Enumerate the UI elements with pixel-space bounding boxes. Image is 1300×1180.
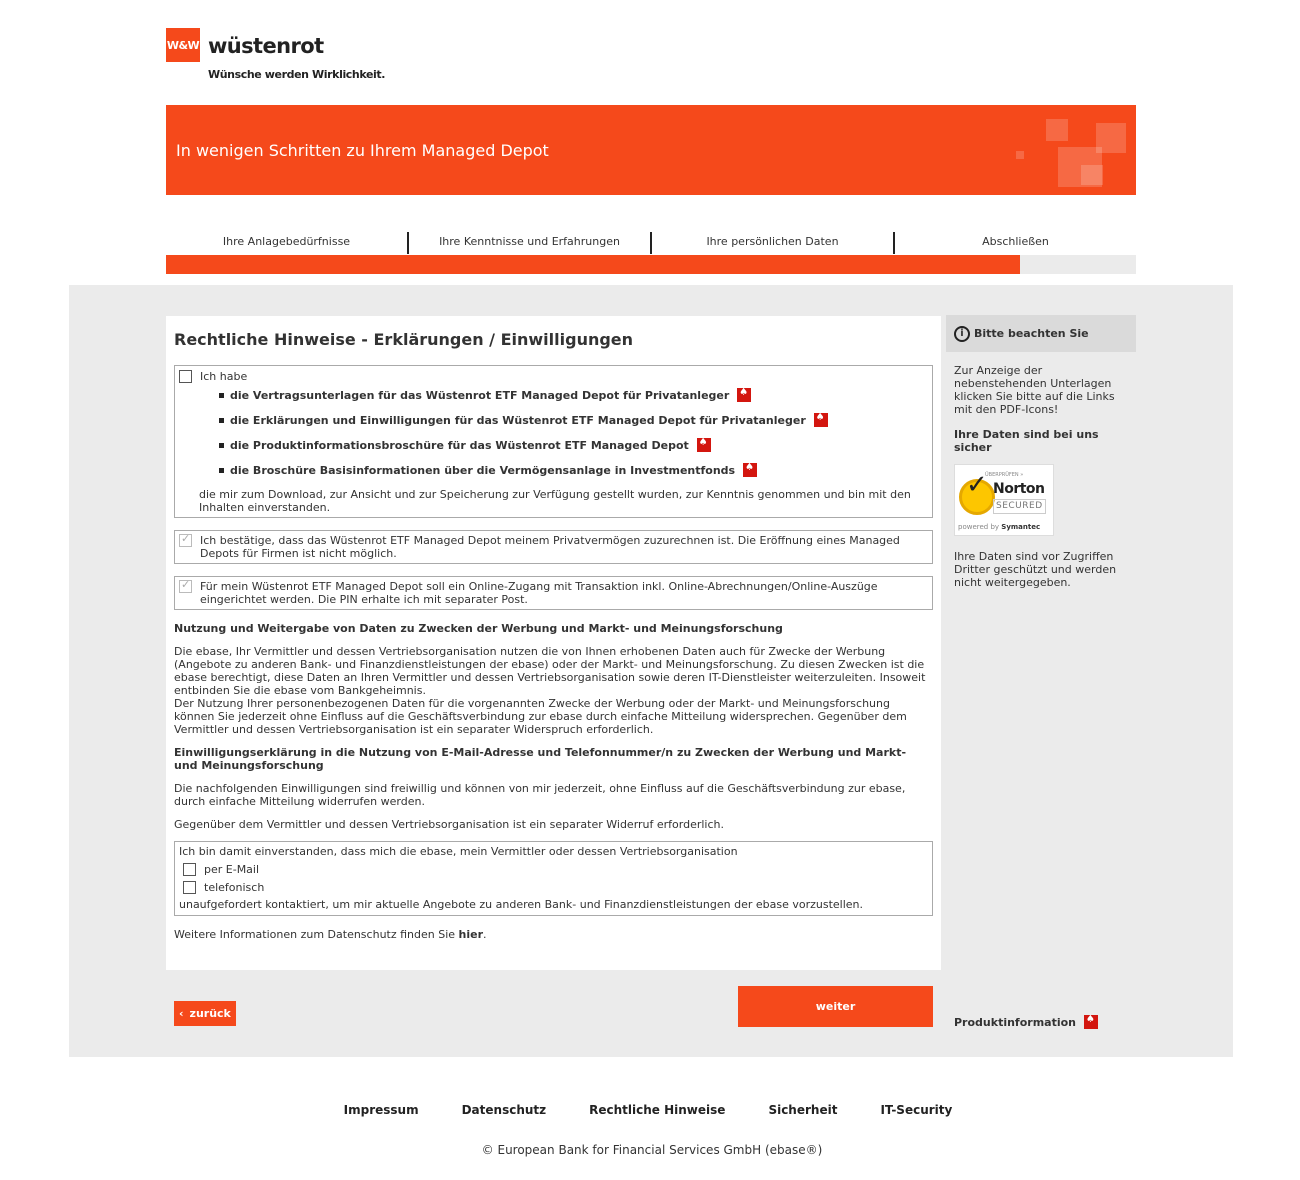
consent-phone-label: telefonisch: [204, 880, 265, 894]
decor-square: [1096, 123, 1126, 153]
sidebar-secure-title: Ihre Daten sind bei uns sicher: [954, 428, 1099, 454]
brand-name: wüstenrot: [208, 34, 324, 58]
footer-link-sicherheit[interactable]: Sicherheit: [768, 1103, 838, 1117]
norton-name: Norton: [993, 481, 1045, 497]
footer-link-it-security[interactable]: IT-Security: [880, 1103, 953, 1117]
norton-powered: [958, 521, 1040, 534]
document-title[interactable]: die Broschüre Basisinformationen über die Vermögensanlage in Investmentfonds: [230, 463, 736, 477]
page-title: Rechtliche Hinweise - Erklärungen / Einwilligungen: [174, 330, 634, 349]
pdf-icon[interactable]: [1084, 1015, 1098, 1029]
consent-email-label: per E-Mail: [204, 862, 260, 876]
contact-consent-box: [174, 841, 933, 916]
sidebar-body: [954, 364, 1134, 589]
footer-link-impressum[interactable]: Impressum: [343, 1103, 419, 1117]
document-title[interactable]: die Produktinformationsbroschüre für das Wüstenrot ETF Managed Depot: [230, 438, 689, 452]
docs-after-text: die mir zum Download, zur Ansicht und zur Speicherung zur Verfügung gestellt wurden, zur Kenntnis genommen und bin mit den Inhalten einverstanden.: [199, 488, 911, 514]
checkmark-icon: ✓: [966, 470, 988, 500]
document-link[interactable]: [219, 413, 928, 427]
data-usage-objection: Der Nutzung Ihrer personenbezogenen Daten für die vorgenannten Zwecke der Werbung oder der Markt- und Meinungsforschung können Sie jederzeit ohne Einfluss auf die Geschäftsverbindung zur ebase durch einfache Mitteilung widersprechen. Gegenüber dem Vermittler und dessen Vertriebsorganisation ist ein separater Widerspruch erforderlich.: [174, 697, 907, 736]
pdf-icon[interactable]: [697, 438, 711, 452]
norton-powered-brand: Symantec: [1001, 523, 1041, 531]
confirm-online-checkbox[interactable]: [179, 580, 192, 593]
header-banner: [166, 105, 1136, 195]
consent-phone-row[interactable]: [183, 880, 928, 895]
sidebar-secure-text: Ihre Daten sind vor Zugriffen Dritter geschützt und werden nicht weitergegeben.: [954, 550, 1117, 589]
footer-link-datenschutz[interactable]: Datenschutz: [461, 1103, 547, 1117]
sidebar-note: Zur Anzeige der nebenstehenden Unterlagen klicken Sie bitte auf die Links mit den PDF-Icons!: [954, 364, 1115, 416]
consent-revocation: Gegenüber dem Vermittler und dessen Vertriebsorganisation ist ein separater Widerruf erforderlich.: [174, 818, 725, 831]
brand-logo[interactable]: [166, 28, 386, 84]
step-navigation: [166, 232, 1136, 254]
section-title-consent: Einwilligungserklärung in die Nutzung von E-Mail-Adresse und Telefonnummer/n zu Zwecken der Werbung und Markt- und Meinungsforschung: [174, 746, 907, 772]
chevron-left-icon: ‹: [179, 1007, 184, 1020]
info-icon: i: [954, 326, 970, 342]
footer-links: [0, 1103, 1300, 1117]
document-link[interactable]: [219, 388, 928, 402]
privacy-prefix: Weitere Informationen zum Datenschutz finden Sie: [174, 928, 459, 941]
progress-bar: [166, 255, 1136, 274]
next-button[interactable]: [738, 986, 933, 1027]
sidebar-header: [946, 315, 1136, 352]
privacy-info: [174, 928, 933, 941]
docs-checkbox-label: Ich habe: [200, 369, 248, 383]
step-1: Ihre Anlagebedürfnisse: [166, 232, 409, 254]
norton-secured-badge[interactable]: [954, 464, 1054, 536]
decor-square: [1016, 151, 1024, 159]
logo-mark: W&W: [166, 28, 200, 62]
back-button[interactable]: [174, 1001, 236, 1026]
document-list: [219, 388, 928, 477]
confirm-online-box[interactable]: [174, 576, 933, 610]
document-link[interactable]: [219, 438, 928, 452]
decor-square: [1046, 119, 1068, 141]
document-link[interactable]: [219, 463, 928, 477]
section-title-data-usage: Nutzung und Weitergabe von Daten zu Zwecken der Werbung und Markt- und Meinungsforschung: [174, 622, 783, 635]
product-info-label[interactable]: Produktinformation: [954, 1015, 1076, 1029]
step-2: Ihre Kenntnisse und Erfahrungen: [409, 232, 652, 254]
consent-outro: unaufgefordert kontaktiert, um mir aktuelle Angebote zu anderen Bank- und Finanzdienstleistungen der ebase vorzustellen.: [179, 898, 864, 911]
consent-email-row[interactable]: [183, 862, 928, 877]
docs-checkbox-row[interactable]: [179, 368, 928, 384]
document-title[interactable]: die Vertragsunterlagen für das Wüstenrot ETF Managed Depot für Privatanleger: [230, 388, 730, 402]
back-button-label: zurück: [189, 1007, 231, 1020]
next-button-label: weiter: [815, 1000, 856, 1013]
banner-title: In wenigen Schritten zu Ihrem Managed Depot: [176, 141, 549, 160]
document-title[interactable]: die Erklärungen und Einwilligungen für das Wüstenrot ETF Managed Depot für Privatanleger: [230, 413, 806, 427]
privacy-suffix: .: [483, 928, 487, 941]
confirm-private-text: Ich bestätige, dass das Wüstenrot ETF Managed Depot meinem Privatvermögen zuzurechnen ist. Die Eröffnung eines Managed Depots für Firmen ist nicht möglich.: [200, 534, 900, 560]
norton-secured: SECURED: [993, 499, 1046, 514]
progress-fill: [166, 255, 1020, 274]
footer-link-rechtliche-hinweise[interactable]: Rechtliche Hinweise: [589, 1103, 726, 1117]
sidebar-header-label: Bitte beachten Sie: [974, 327, 1089, 340]
documents-box: [174, 365, 933, 518]
pdf-icon[interactable]: [814, 413, 828, 427]
consent-intro: Ich bin damit einverstanden, dass mich die ebase, mein Vermittler oder dessen Vertriebsorganisation: [179, 845, 738, 858]
consent-email-checkbox[interactable]: [183, 863, 196, 876]
confirm-online-text: Für mein Wüstenrot ETF Managed Depot soll ein Online-Zugang mit Transaktion inkl. Online-Abrechnungen/Online-Auszüge eingerichtet werden. Die PIN erhalte ich mit separater Post.: [200, 580, 878, 606]
privacy-link[interactable]: hier: [458, 928, 484, 941]
product-info-link[interactable]: [954, 1015, 1098, 1029]
confirm-private-box[interactable]: [174, 530, 933, 564]
brand-slogan: Wünsche werden Wirklichkeit.: [208, 68, 386, 81]
data-usage-paragraph: Die ebase, Ihr Vermittler und dessen Vertriebsorganisation nutzen die von Ihnen erhobenen Daten auch für Zwecke der Werbung (Angebote zu anderen Bank- und Finanzdienstleistungen der ebase) oder der Markt- und Meinungsforschung. Zu diesen Zwecken ist die ebase berechtigt, diese Daten an Ihren Vermittler und dessen Vertriebsorganisation sowie deren IT-Dienstleister weiterzuleiten. Insoweit entbinden Sie die ebase vom Bankgeheimnis.: [174, 645, 926, 697]
norton-verify-text: ÜBERPRÜFEN »: [985, 472, 1024, 478]
step-3: Ihre persönlichen Daten: [652, 232, 895, 254]
pdf-icon[interactable]: [743, 463, 757, 477]
consent-phone-checkbox[interactable]: [183, 881, 196, 894]
norton-powered-prefix: powered by: [958, 523, 1002, 531]
docs-checkbox[interactable]: [179, 370, 192, 383]
step-4: Abschließen: [982, 235, 1049, 248]
copyright: © European Bank for Financial Services GmbH (ebase®): [481, 1143, 823, 1157]
confirm-private-checkbox[interactable]: [179, 534, 192, 547]
consent-paragraph: Die nachfolgenden Einwilligungen sind freiwillig und können von mir jederzeit, ohne Einfluss auf die Geschäftsverbindung zur ebase, durch einfache Mitteilung widerrufen werden.: [174, 782, 906, 808]
decor-square: [1081, 165, 1103, 185]
pdf-icon[interactable]: [737, 388, 751, 402]
legal-form-panel: [166, 316, 941, 970]
